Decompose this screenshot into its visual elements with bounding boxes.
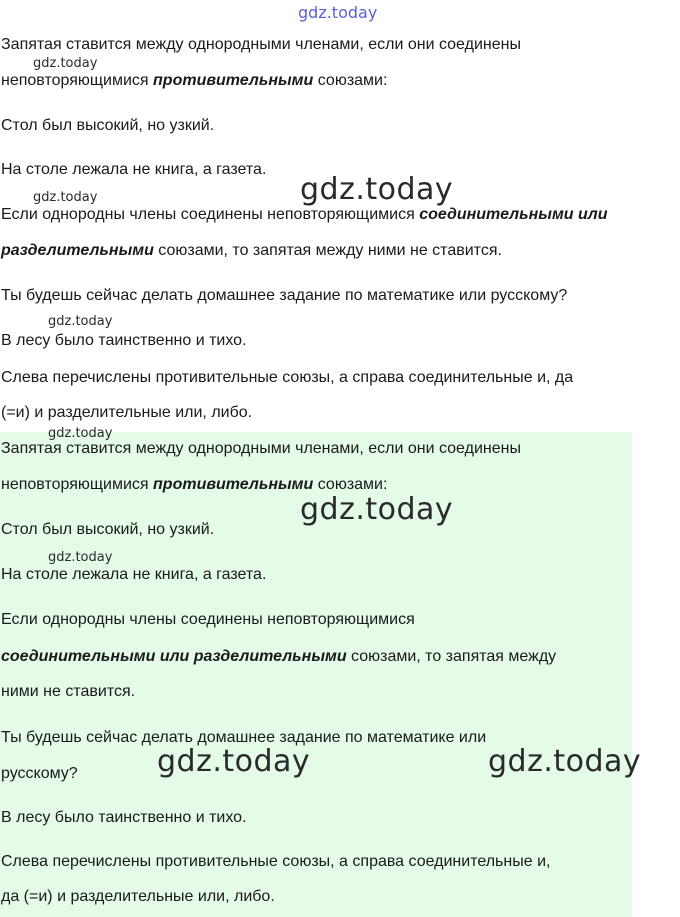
example-sentence: Ты будешь сейчас делать домашнее задание по математике или русскому? xyxy=(1,287,568,304)
example-sentence: Стол был высокий, но узкий. xyxy=(1,521,215,538)
rule-paragraph-line: разделительными союзами, то запятая между ними не ставится. xyxy=(1,242,502,259)
rule-paragraph-line: соединительными или разделительными союзами, то запятая между xyxy=(1,648,557,665)
watermark: gdz.today xyxy=(157,744,311,779)
watermark: gdz.today xyxy=(33,56,98,71)
rule-paragraph-line: неповторяющимися противительными союзами: xyxy=(1,72,388,89)
rule-paragraph-line: Если однородны члены соединены неповторяющимися соединительными или xyxy=(1,206,608,223)
note-line: Слева перечислены противительные союзы, а справа соединительные и, да xyxy=(1,369,574,386)
watermark: gdz.today xyxy=(300,492,454,527)
watermark: gdz.today xyxy=(48,550,113,565)
rule-paragraph-line: Если однородны члены соединены неповторяющимися xyxy=(1,611,415,628)
rule-paragraph-line: ними не ставится. xyxy=(1,683,136,700)
example-sentence: Ты будешь сейчас делать домашнее задание по математике или xyxy=(1,729,487,746)
watermark: gdz.today xyxy=(488,744,642,779)
example-sentence: На столе лежала не книга, а газета. xyxy=(1,566,267,583)
watermark: gdz.today xyxy=(48,426,113,441)
example-sentence: русскому? xyxy=(1,765,78,782)
watermark: gdz.today xyxy=(48,314,113,329)
note-line: да (=и) и разделительные или, либо. xyxy=(1,888,275,905)
example-sentence: В лесу было таинственно и тихо. xyxy=(1,809,247,826)
example-sentence: Стол был высокий, но узкий. xyxy=(1,117,215,134)
example-sentence: На столе лежала не книга, а газета. xyxy=(1,161,267,178)
example-sentence: В лесу было таинственно и тихо. xyxy=(1,332,247,349)
note-line: (=и) и разделительные или, либо. xyxy=(1,404,253,421)
watermark: gdz.today xyxy=(33,190,98,205)
watermark: gdz.today xyxy=(300,172,454,207)
watermark: gdz.today xyxy=(298,3,378,22)
rule-paragraph-line: неповторяющимися противительными союзами: xyxy=(1,476,388,493)
note-line: Слева перечислены противительные союзы, а справа соединительные и, xyxy=(1,853,551,870)
rule-paragraph-line: Запятая ставится между однородными членами, если они соединены xyxy=(1,440,521,457)
rule-paragraph-line: Запятая ставится между однородными членами, если они соединены xyxy=(1,36,521,53)
